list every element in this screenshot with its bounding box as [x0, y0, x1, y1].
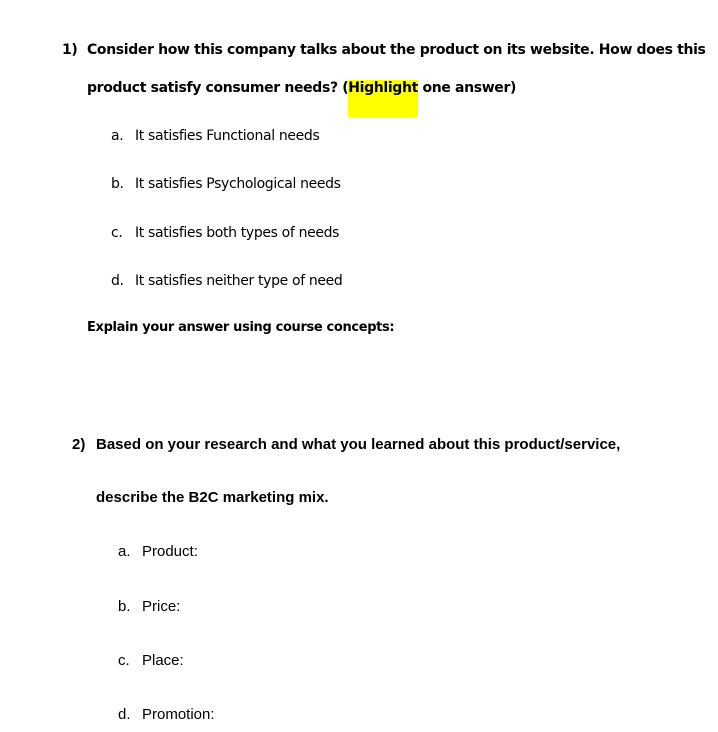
mix-item-label: c. [118, 652, 130, 669]
option-text: It satisfies both types of needs [135, 225, 340, 241]
mix-item-product [118, 543, 198, 560]
option-text: It satisfies neither type of need [135, 273, 343, 289]
mix-item-text: Product: [142, 543, 198, 560]
option-label: c. [111, 225, 123, 241]
mix-item-place [118, 652, 184, 669]
option-label: a. [111, 128, 124, 144]
question-1-number: 1) [62, 42, 78, 58]
mix-item-label: a. [118, 543, 131, 560]
mix-item-text: Price: [142, 598, 181, 615]
question-1-line-2-post: one answer) [417, 80, 517, 96]
mix-item-label: d. [118, 706, 131, 723]
question-1-line-2 [87, 80, 516, 96]
option-b[interactable] [111, 176, 341, 192]
option-text: It satisfies Functional needs [135, 128, 320, 144]
question-1-line-2-pre: product satisfy consumer needs? ( [87, 80, 349, 96]
mix-item-text: Promotion: [142, 706, 215, 723]
option-label: b. [111, 176, 124, 192]
option-a[interactable] [111, 128, 319, 144]
question-1-line-1: Consider how this company talks about the product on its website. How does this [87, 42, 706, 58]
mix-item-promotion [118, 706, 215, 723]
question-2-number: 2) [72, 436, 86, 453]
option-c[interactable] [111, 225, 339, 241]
highlight-word: Highlight [348, 80, 418, 117]
question-2-line-2: describe the B2C marketing mix. [96, 489, 329, 506]
mix-item-text: Place: [142, 652, 184, 669]
mix-item-label: b. [118, 598, 131, 615]
question-2-line-1: Based on your research and what you learned about this product/service, [96, 436, 621, 453]
option-label: d. [111, 273, 124, 289]
mix-item-price [118, 598, 180, 615]
option-d[interactable] [111, 273, 342, 289]
explain-prompt: Explain your answer using course concepts: [87, 320, 395, 335]
option-text: It satisfies Psychological needs [135, 176, 341, 192]
